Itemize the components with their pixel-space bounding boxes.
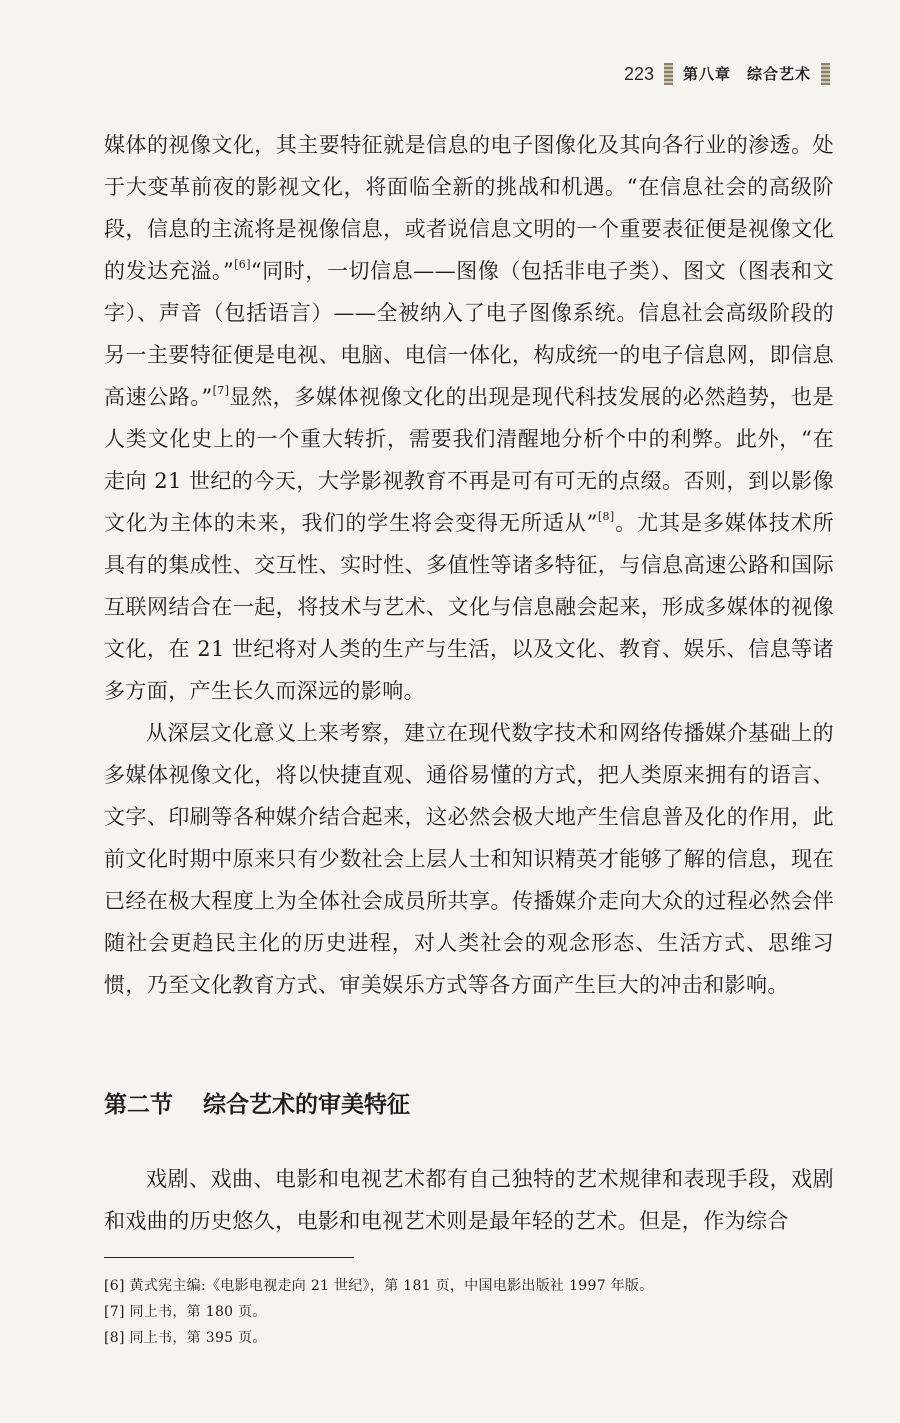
footnote: [8] 同上书，第 395 页。 <box>104 1330 267 1346</box>
footnote-ref: [7] <box>212 384 230 397</box>
paragraph <box>104 712 834 1006</box>
footnote-ref: [8] <box>597 510 615 523</box>
section-number: 第二节 <box>104 1092 173 1118</box>
footnote: [6] 黄式宪主编:《电影电视走向 21 世纪》，第 181 页，中国电影出版社 1997 年版。 <box>104 1278 654 1294</box>
footnotes <box>104 1273 844 1351</box>
paragraph-text: 。尤其是多媒体技术所具有的集成性、交互性、实时性、多值性等诸多特征，与信息高速公路和国际互联网结合在一起，将技术与艺术、文化与信息融会起来，形成多媒体的视像文化，在 21 世纪将对人类的生产与生活，以及文化、教育、娱乐、信息等诸多方面，产生长久而深远的影响。 <box>104 511 835 703</box>
paragraph-text: 显然，多媒体视像文化的出现是现代科技发展的必然趋势，也是人类文化史上的一个重大转折，需要我们清醒地分析个中的利弊。此外，“在走向 21 世纪的今天，大学影视教育不再是可有可无的点缀。否则，到以影像文化为主体的未来，我们的学生将会变得无所适从” <box>104 385 834 535</box>
chapter-title: 第八章 综合艺术 <box>682 65 811 83</box>
running-header <box>624 62 830 86</box>
body-text <box>104 124 834 1006</box>
header-ornament-icon <box>821 63 830 85</box>
section-body <box>104 1158 834 1242</box>
paragraph <box>104 124 834 712</box>
header-ornament-icon <box>664 63 673 85</box>
footnote-ref: [6] <box>234 258 251 271</box>
paragraph: 戏剧、戏曲、电影和电视艺术都有自己独特的艺术规律和表现手段，戏剧和戏曲的历史悠久，电影和电视艺术则是最年轻的艺术。但是，作为综合 <box>104 1167 834 1233</box>
footnote: [7] 同上书，第 180 页。 <box>104 1304 267 1320</box>
paragraph-text: “同时，一切信息——图像（包括非电子类）、图文（图表和文字）、声音（包括语言）——全被纳入了电子图像系统。信息社会高级阶段的另一主要特征便是电视、电脑、电信一体化，构成统一的电子信息网，即信息高速公路。” <box>104 259 834 409</box>
section-title: 综合艺术的审美特征 <box>203 1092 410 1118</box>
paragraph-text: 从深层文化意义上来考察，建立在现代数字技术和网络传播媒介基础上的多媒体视像文化，将以快捷直观、通俗易懂的方式，把人类原来拥有的语言、文字、印刷等各种媒介结合起来，这必然会极大地产生信息普及化的作用，此前文化时期中原来只有少数社会上层人士和知识精英才能够了解的信息，现在已经在极大程度上为全体社会成员所共享。传播媒介走向大众的过程必然会伴随社会更趋民主化的历史进程，对人类社会的观念形态、生活方式、思维习惯，乃至文化教育方式、审美娱乐方式等各方面产生巨大的冲击和影响。 <box>104 721 834 997</box>
page-number: 223 <box>623 64 654 84</box>
paragraph-text: 媒体的视像文化，其主要特征就是信息的电子图像化及其向各行业的渗透。处于大变革前夜的影视文化，将面临全新的挑战和机遇。“在信息社会的高级阶段，信息的主流将是视像信息，或者说信息文明的一个重要表征便是视像文化的发达充溢。” <box>104 133 834 283</box>
footnote-divider <box>104 1257 354 1258</box>
section-heading <box>104 1085 410 1125</box>
